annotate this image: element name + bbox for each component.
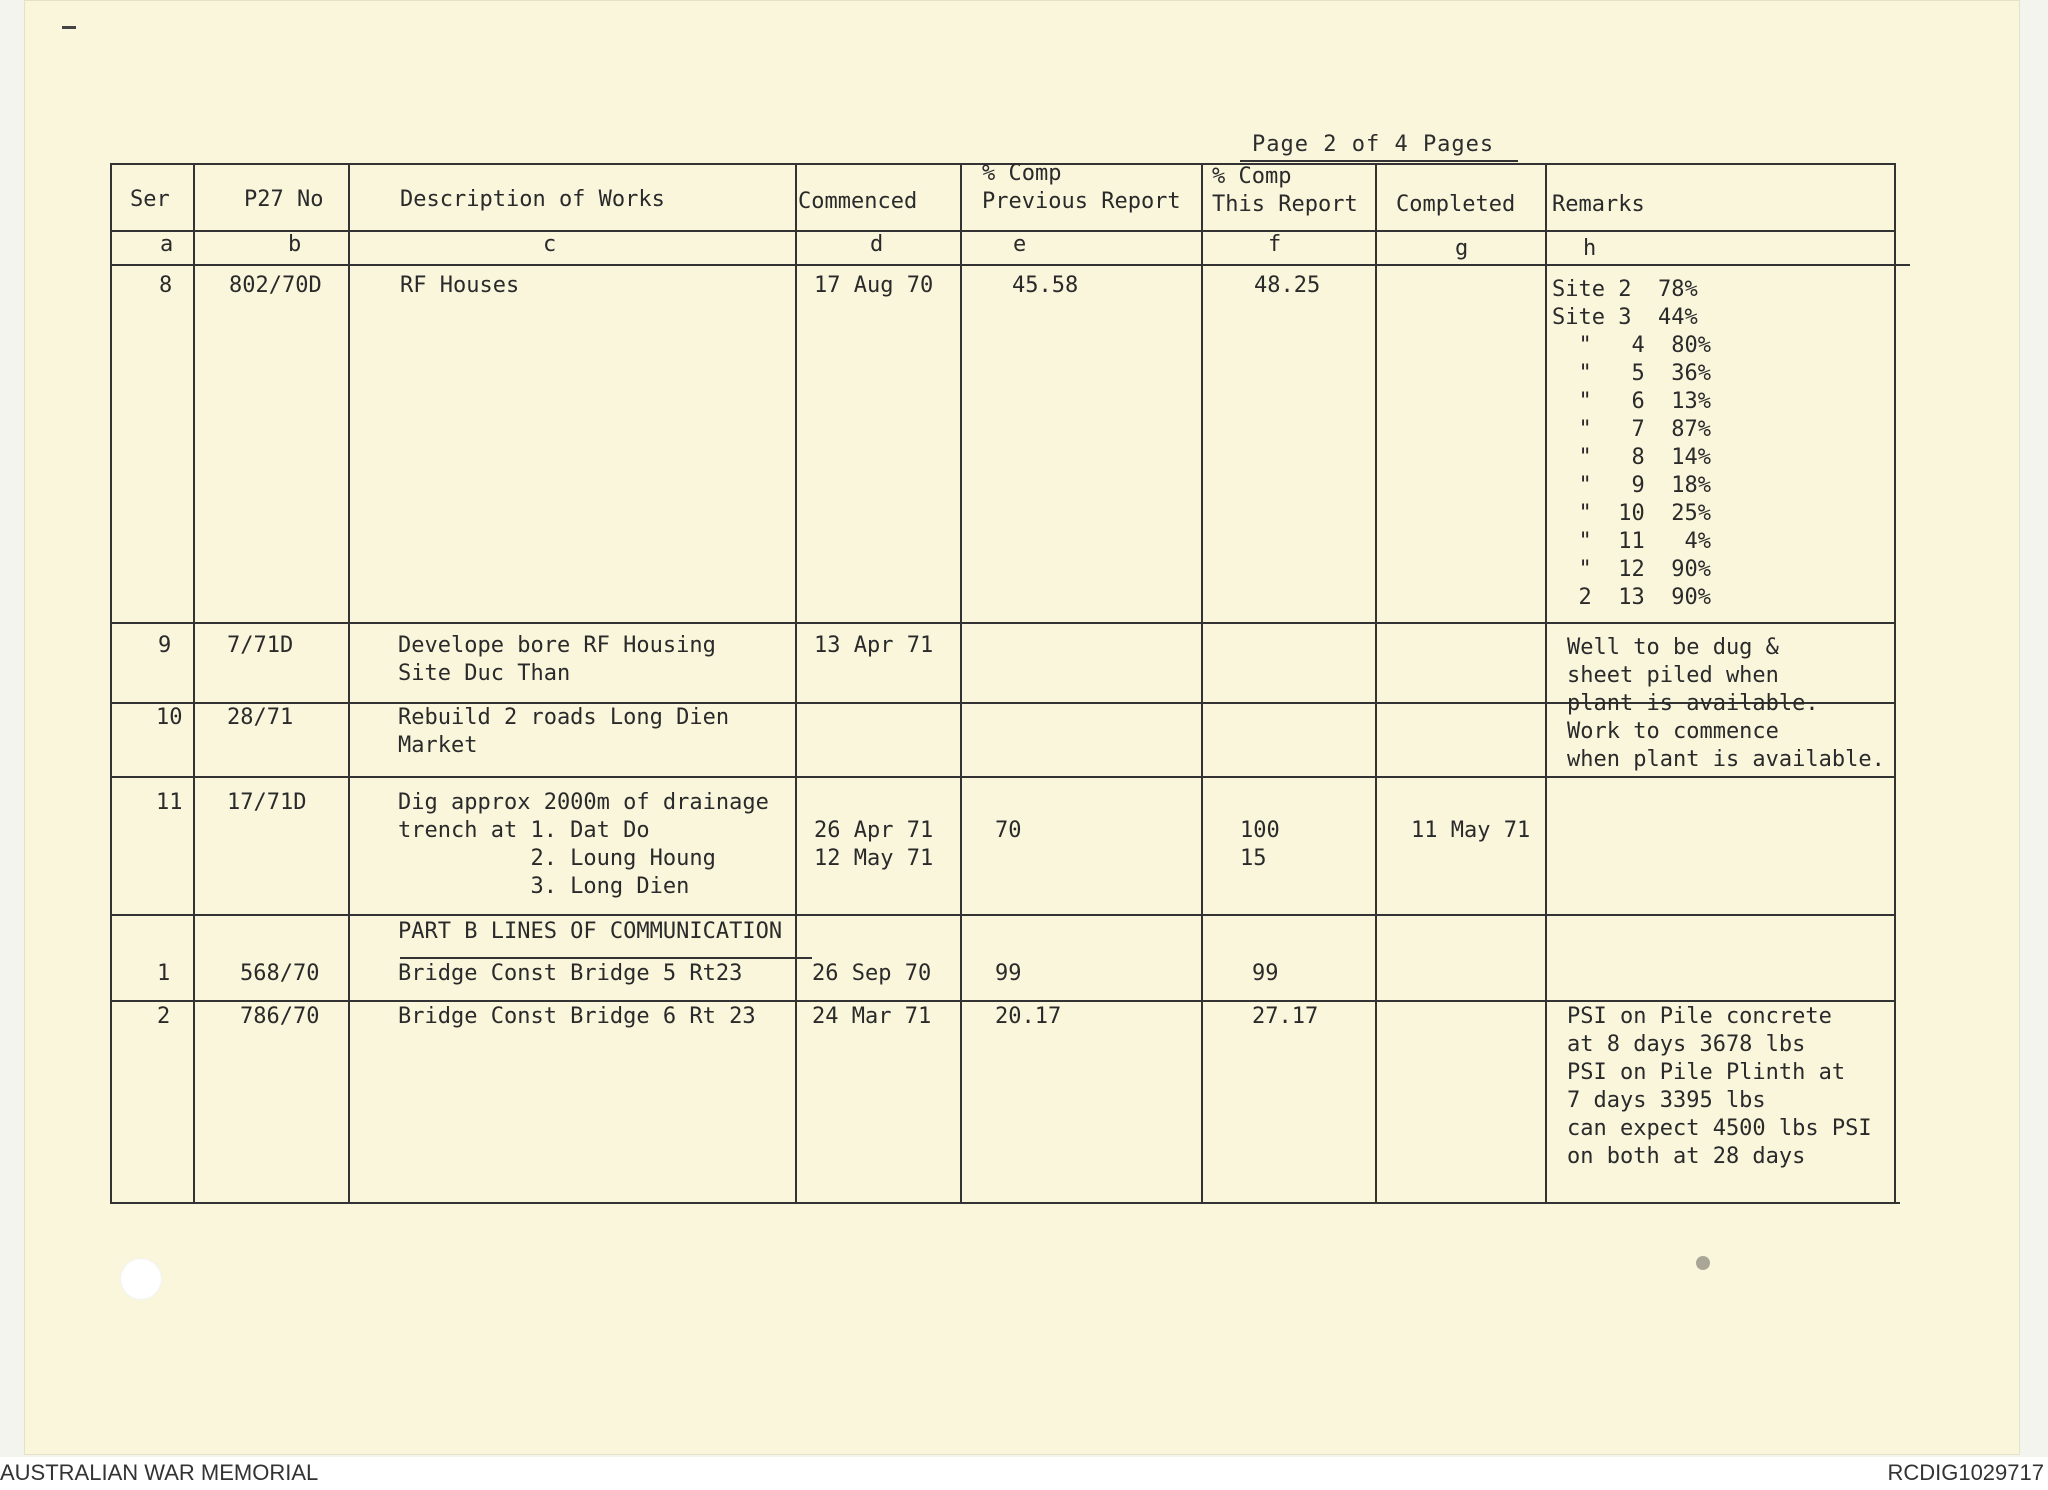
page-indicator-underline [1240, 160, 1518, 162]
header-description: Description of Works [400, 187, 665, 212]
footer-id: RCDIG1029717 [1887, 1460, 2044, 1485]
row-rule [110, 1000, 1896, 1002]
part-b-underline [400, 957, 812, 959]
archive-footer [0, 1457, 2048, 1490]
row8-description: RF Houses [400, 273, 520, 298]
row9-ser: 9 [158, 633, 172, 658]
col-letter-a: a [160, 232, 174, 257]
col-letter-f: f [1268, 232, 1282, 257]
row11-p27: 17/71D [227, 790, 307, 815]
column-rule [1201, 163, 1203, 1203]
punch-hole [120, 1258, 162, 1300]
part-b-heading: PART B LINES OF COMMUNICATION [398, 919, 783, 944]
header-this-report: % Comp This Report [1212, 164, 1358, 217]
partb-row2-p27: 786/70 [240, 1004, 320, 1029]
partb-row2-ser: 2 [157, 1004, 171, 1029]
header-completed: Completed [1396, 192, 1516, 217]
header-p27: P27 No [244, 187, 324, 212]
column-rule [960, 163, 962, 1203]
row9-description: Develope bore RF Housing Site Duc Than [398, 633, 716, 686]
partb-row2-this: 27.17 [1252, 1004, 1319, 1029]
header-ser: Ser [130, 187, 170, 212]
column-rule [1375, 163, 1377, 1203]
paper-mark [62, 26, 76, 29]
table-bottom-rule [110, 1202, 1900, 1204]
page-indicator: Page 2 of 4 Pages [1252, 132, 1495, 157]
col-letter-h: h [1583, 236, 1597, 261]
row11-commenced: 26 Apr 71 12 May 71 [814, 818, 934, 871]
partb-row1-p27: 568/70 [240, 961, 320, 986]
col-letter-b: b [288, 232, 302, 257]
header-prev-report: % Comp Previous Report [982, 161, 1181, 214]
partb-row1-commenced: 26 Sep 70 [812, 961, 932, 986]
row9-remarks: Well to be dug & sheet piled when plant is available. [1567, 635, 1819, 716]
row-rule [110, 914, 1896, 916]
footer-source: AUSTRALIAN WAR MEMORIAL [0, 1460, 319, 1485]
row-rule [110, 622, 1896, 624]
row9-p27: 7/71D [227, 633, 294, 658]
column-rule [795, 163, 797, 1203]
col-letter-e: e [1013, 232, 1027, 257]
col-letter-c: c [543, 232, 557, 257]
partb-row1-ser: 1 [157, 961, 171, 986]
row10-p27: 28/71 [227, 705, 294, 730]
row11-prev: 70 [995, 818, 1022, 843]
row10-description: Rebuild 2 roads Long Dien Market [398, 705, 730, 758]
header-commenced: Commenced [798, 189, 918, 214]
letters-rule [110, 264, 1910, 266]
column-rule [348, 163, 350, 1203]
partb-row1-prev: 99 [995, 961, 1022, 986]
partb-row1-description: Bridge Const Bridge 5 Rt23 [398, 961, 743, 986]
col-letter-g: g [1455, 236, 1469, 261]
partb-row2-remarks: PSI on Pile concrete at 8 days 3678 lbs PSI on Pile Plinth at 7 days 3395 lbs can expect 4500 lbs PSI on both at 28 days [1567, 1004, 1872, 1169]
ink-smudge [1696, 1256, 1710, 1270]
header-rule [110, 230, 1896, 232]
row8-p27: 802/70D [229, 273, 322, 298]
partb-row2-prev: 20.17 [995, 1004, 1062, 1029]
column-rule [1894, 163, 1896, 1203]
row8-ser: 8 [159, 273, 173, 298]
row8-remarks: Site 2 78% Site 3 44% " 4 80% " 5 36% " 6 13% " 7 87% " 8 14% " 9 18% " 10 25% " 11 4% " 12 90% 2 13 90% [1552, 277, 1711, 610]
column-rule [110, 163, 112, 1203]
row8-this: 48.25 [1254, 273, 1321, 298]
row8-commenced: 17 Aug 70 [814, 273, 934, 298]
partb-row1-this: 99 [1252, 961, 1279, 986]
row11-ser: 11 [156, 790, 183, 815]
row11-completed: 11 May 71 [1411, 818, 1531, 843]
partb-row2-description: Bridge Const Bridge 6 Rt 23 [398, 1004, 756, 1029]
column-rule [1545, 163, 1547, 1203]
column-rule [193, 163, 195, 1203]
row10-remarks: Work to commence when plant is available. [1567, 719, 1885, 772]
row10-ser: 10 [156, 705, 183, 730]
partb-row2-commenced: 24 Mar 71 [812, 1004, 932, 1029]
row11-description: Dig approx 2000m of drainage trench at 1. Dat Do 2. Loung Houng 3. Long Dien [398, 790, 769, 899]
col-letter-d: d [870, 232, 884, 257]
row11-this: 100 15 [1240, 818, 1280, 871]
row9-commenced: 13 Apr 71 [814, 633, 934, 658]
row8-prev: 45.58 [1012, 273, 1079, 298]
row-rule [110, 776, 1896, 778]
header-remarks: Remarks [1552, 192, 1645, 217]
